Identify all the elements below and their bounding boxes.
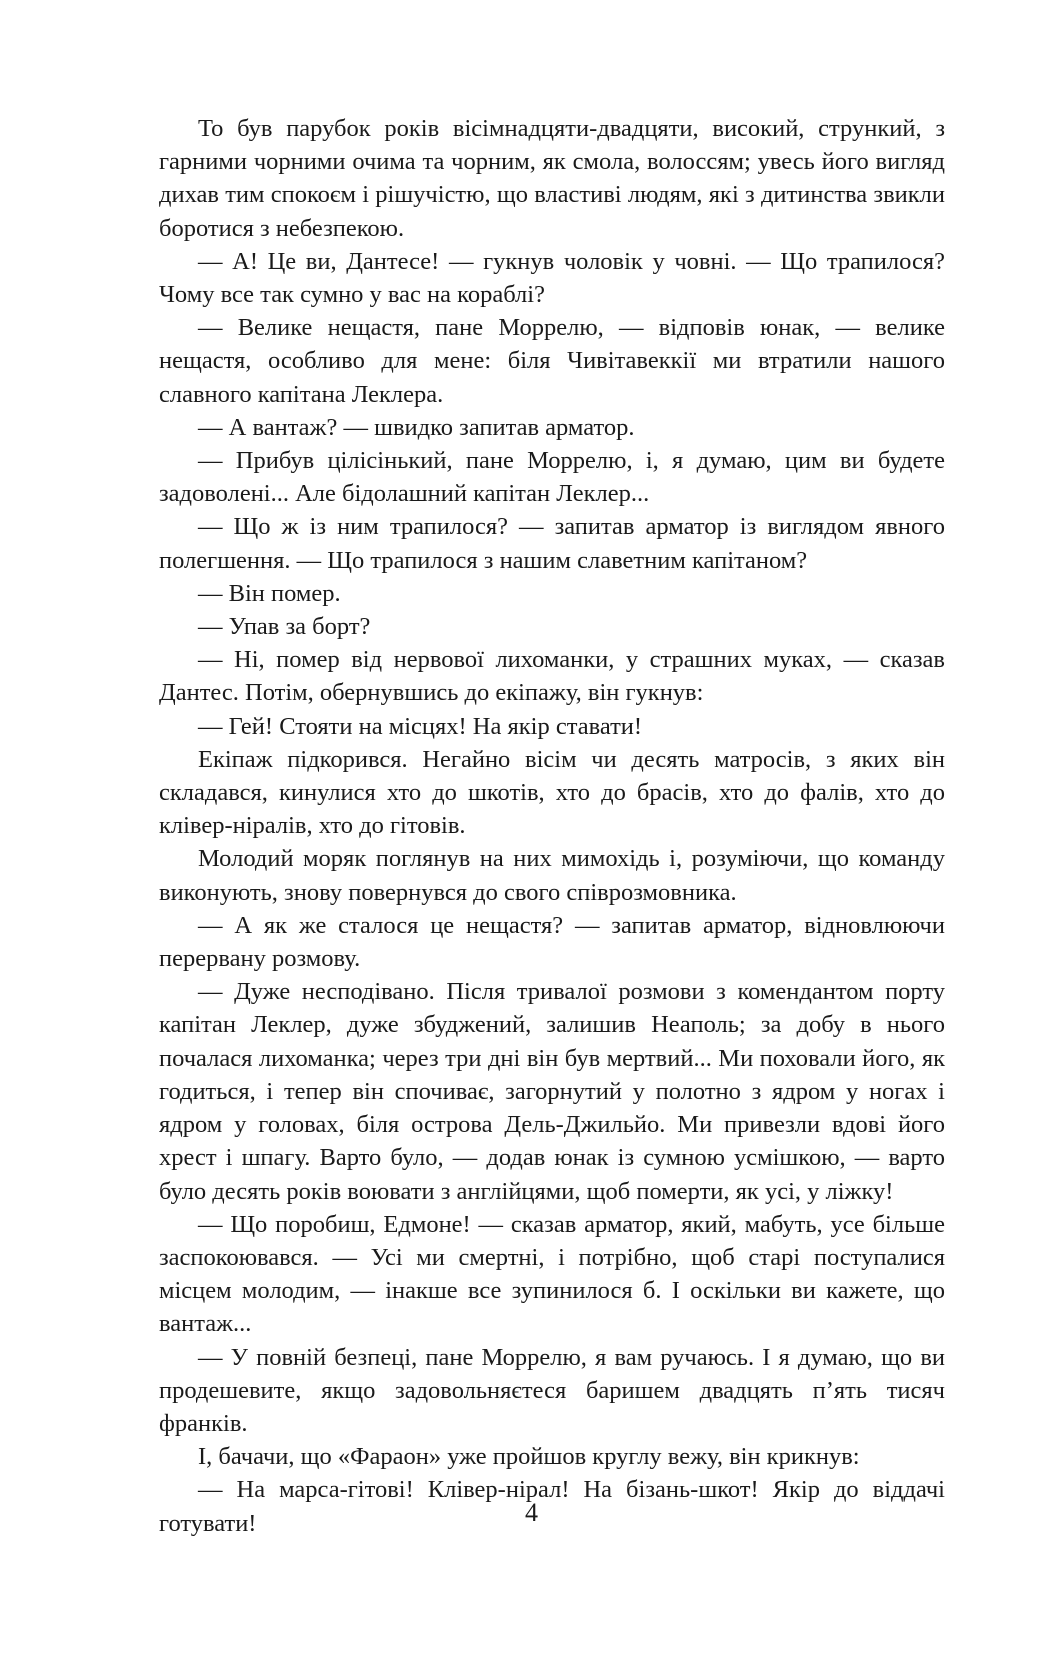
paragraph: — Упав за борт? (198, 613, 371, 641)
paragraph: — Гей! Стояти на місцях! На якір ставати! (198, 712, 643, 740)
page-number: 4 (525, 1498, 538, 1527)
paragraph: — Він помер. (198, 579, 341, 607)
paragraph: Екіпаж підкорився. Негайно вісім чи десять матросів, з яких він складався, кинулися хто до шкотів, хто до брасів, хто до фалів, хто до клівер-ніралів, хто до гітовів. (159, 745, 945, 840)
paragraph: То був парубок років вісімнадцяти-двадцяти, високий, стрункий, з гарними чорними очима та чорним, як смола, волоссям; увесь його вигляд дихав тим спокоєм і рішучістю, що властиві людям, які з дитинства звикли боротися з небезпекою. (159, 115, 945, 242)
paragraph: — А! Це ви, Дантесе! — гукнув чоловік у човні. — Що трапилося? Чому все так сумно у вас на кораблі? (159, 247, 945, 309)
paragraph: — Ні, помер від нервової лихоманки, у страшних муках, — сказав Дантес. Потім, обернувшись до екіпажу, він гукнув: (159, 646, 945, 707)
paragraph: — А вантаж? — швидко запитав арматор. (198, 413, 635, 441)
paragraph: — У повній безпеці, пане Моррелю, я вам ручаюсь. І я думаю, що ви продешевите, якщо задовольняєтеся баришем двадцять п’ять тисяч франків. (159, 1343, 945, 1437)
paragraph: — На марса-гітові! Клівер-нірал! На бізань-шкот! Якір до віддачі готувати! (159, 1476, 945, 1537)
paragraph: Молодий моряк поглянув на них мимохідь і, розуміючи, що команду виконують, знову повернувся до свого співрозмовника. (159, 845, 945, 906)
paragraph: — А як же сталося це нещастя? — запитав арматор, відновлюючи перервану розмову. (159, 911, 945, 973)
book-page-text (159, 112, 945, 1540)
paragraph: — Прибув цілісінький, пане Моррелю, і, я думаю, цим ви будете задоволені... Але бідолашний капітан Леклер... (159, 447, 945, 508)
paragraph: — Дуже несподівано. Після тривалої розмови з комендантом порту капітан Леклер, дуже збуджений, залишив Неаполь; за добу в нього почалася лихоманка; через три дні він був мертвий... Ми поховали його, як годиться, і тепер він спочиває, загорнутий у полотно з ядром у ногах і ядром у головах, біля острова Дель-Джильйо. Ми привезли вдові його хрест і шпагу. Варто було, — додав юнак із сумною усмішкою, — варто було десять років воювати з англійцями, щоб померти, як усі, у ліжку! (159, 978, 945, 1205)
paragraph: І, бачачи, що «Фараон» уже пройшов круглу вежу, він крикнув: (198, 1443, 860, 1471)
paragraph: — Велике нещастя, пане Моррелю, — відповів юнак, — велике нещастя, особливо для мене: біля Чивітавеккії ми втратили нашого славного капітана Леклера. (159, 314, 945, 408)
paragraph: — Що ж із ним трапилося? — запитав арматор із виглядом явного полегшення. — Що трапилося з нашим славетним капітаном? (159, 513, 945, 574)
paragraph: — Що поробиш, Едмоне! — сказав арматор, який, мабуть, усе більше заспокоювався. — Усі ми смертні, і потрібно, щоб старі поступалися місцем молодим, — інакше все зупинилося б. І оскільки ви кажете, що вантаж... (159, 1210, 945, 1338)
